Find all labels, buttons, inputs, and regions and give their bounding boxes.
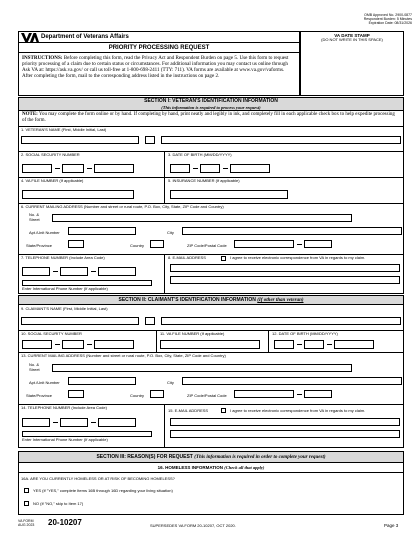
homeless-subtitle: (Check all that apply) (224, 465, 265, 470)
field-9-label: 9. CLAIMANT'S NAME (First, Middle Initial, Last) (21, 306, 108, 311)
agency-name: Department of Veterans Affairs (41, 34, 129, 40)
ssn-part-1[interactable] (22, 164, 52, 173)
respondent-burden: Respondent Burden: 5 Minutes (363, 17, 412, 21)
section-3-title: SECTION III: REASON(S) FOR REQUEST (96, 454, 193, 460)
claimant-state-field[interactable] (68, 390, 84, 398)
claimant-zip-field[interactable] (234, 390, 294, 398)
footer-form-number: 20-10207 (48, 518, 82, 527)
homeless-title: 16. HOMELESS INFORMATION (157, 465, 224, 470)
street-label-2: Street (29, 367, 40, 372)
va-file-number-field[interactable] (22, 190, 134, 199)
claimant-email-consent-label: I agree to receive electronic correspondence from VA in regards to my claim. (230, 408, 366, 413)
footer-supersedes: SUPERSEDES VA FORM 20-10207, OCT 2020. (150, 523, 236, 528)
field-13-label: 13. CURRENT MAILING ADDRESS (Number and street or rural route, P.O. Box, City, State, ZIP Code and Country) (21, 353, 226, 358)
homeless-no-label: NO (If "NO," skip to Item 17) (33, 501, 84, 506)
claimant-intl-phone-label: Enter International Phone Number (If applicable) (22, 437, 108, 442)
claimant-middle-initial[interactable] (145, 317, 155, 325)
homeless-yes-label: YES (If "YES," complete Items 16B through 16D regarding your living situation) (33, 488, 173, 493)
omb-number: OMB Approved No. 2900-0877 (364, 13, 412, 17)
country-field[interactable] (150, 240, 164, 248)
country-label-2: Country (130, 393, 145, 398)
dash (53, 422, 58, 423)
field-14-label: 14. TELEPHONE NUMBER (Include Area Code) (21, 405, 107, 410)
section-2-title-suffix: (If other than veteran) (257, 298, 304, 303)
instructions-text (19, 53, 299, 81)
date-stamp-title: VA DATE STAMP (334, 33, 370, 38)
first-name-field[interactable] (21, 136, 139, 144)
no-street-label: No. & (29, 212, 40, 217)
note-box (18, 111, 404, 127)
omb-block (342, 13, 412, 25)
country-label: Country (130, 243, 145, 248)
q16a-label: 16A. ARE YOU CURRENTLY HOMELESS OR AT RISK OF BECOMING HOMELESS? (21, 476, 175, 481)
dash (87, 344, 92, 345)
section-1-header (18, 97, 404, 111)
claimant-country-field[interactable] (150, 390, 164, 398)
email-field-2[interactable] (170, 276, 400, 284)
dash (55, 168, 60, 169)
va-logo-icon (21, 33, 39, 42)
phone-area-code[interactable] (22, 267, 50, 276)
street-field[interactable] (52, 214, 352, 222)
claimant-email-field[interactable] (170, 418, 400, 426)
ssn-part-2[interactable] (62, 164, 84, 173)
zip-label: ZIP Code/Postal Code (187, 243, 227, 248)
field-1-label: 1. VETERAN'S NAME (First, Middle Initial, Last) (21, 127, 107, 132)
section-3-subtitle: (This information is required in order to complete your request) (194, 455, 326, 460)
homeless-yes-checkbox[interactable] (24, 488, 29, 493)
dash (297, 394, 302, 395)
section-3-title-row (19, 452, 403, 461)
field-4-label: 4. VA FILE NUMBER (If applicable) (21, 178, 84, 183)
middle-initial-field[interactable] (145, 136, 155, 144)
date-stamp-box (300, 31, 404, 96)
apt-label-2: Apt./Unit Number (29, 380, 60, 385)
intl-phone-label: Enter International Phone Number (If applicable) (22, 286, 108, 291)
form-title: PRIORITY PROCESSING REQUEST (108, 45, 210, 51)
field-12-label: 12. DATE OF BIRTH (MM/DD/YYYY) (272, 331, 338, 336)
claimant-first-name[interactable] (21, 317, 139, 325)
date-stamp-subtitle: (DO NOT WRITE IN THIS SPACE) (321, 37, 383, 43)
divider (268, 330, 269, 352)
claimant-zip-ext[interactable] (304, 390, 332, 398)
dash (55, 344, 60, 345)
claimant-street-field[interactable] (52, 364, 352, 372)
dash (297, 244, 302, 245)
claimant-ssn-3[interactable] (94, 340, 134, 349)
claimant-dob-month[interactable] (274, 340, 294, 349)
claimant-phone-area[interactable] (22, 418, 50, 427)
claimant-ssn-2[interactable] (62, 340, 84, 349)
city-label: City (167, 230, 174, 235)
city-label-2: City (167, 380, 174, 385)
apt-label: Apt./Unit Number (29, 230, 60, 235)
section-3-header (18, 451, 404, 463)
apt-field[interactable] (68, 227, 136, 235)
dash (223, 168, 228, 169)
dash (91, 422, 96, 423)
last-name-field[interactable] (161, 136, 401, 144)
note-text (19, 111, 403, 125)
section-1-title: SECTION I: VETERAN'S IDENTIFICATION INFORMATION (144, 98, 278, 104)
instructions-box (18, 53, 300, 96)
no-street-label-2: No. & (29, 362, 40, 367)
divider (156, 330, 157, 352)
email-consent-label: I agree to receive electronic correspondence from VA in regards to my claim. (230, 255, 366, 260)
street-label: Street (29, 217, 40, 222)
claimant-email-field-2[interactable] (170, 430, 400, 438)
email-field[interactable] (170, 264, 400, 272)
zip-label-2: ZIP Code/Postal Code (187, 393, 227, 398)
field-7-label: 7. TELEPHONE NUMBER (Include Area Code) (21, 255, 105, 260)
divider (164, 254, 165, 294)
zip-field[interactable] (234, 240, 294, 248)
expiration-date: Expiration Date: 08/31/2026 (368, 21, 412, 25)
section-1-subtitle: (This information is required to process your request) (161, 104, 261, 110)
claimant-last-name[interactable] (161, 317, 401, 325)
section-2-title: SECTION II: CLAIMANT'S IDENTIFICATION INFORMATION (118, 297, 256, 303)
claimant-phone-prefix[interactable] (60, 418, 88, 427)
dob-year[interactable] (230, 164, 270, 173)
ssn-part-3[interactable] (94, 164, 134, 173)
divider (164, 404, 165, 448)
zip-ext-field[interactable] (304, 240, 332, 248)
dob-day[interactable] (200, 164, 220, 173)
dash (297, 344, 302, 345)
state-label: State/Province (26, 243, 53, 248)
note-lead: NOTE: (22, 112, 38, 117)
claimant-dob-day[interactable] (304, 340, 324, 349)
homeless-header (18, 463, 404, 473)
footer-va-form (18, 519, 34, 527)
field-6-label: 6. CURRENT MAILING ADDRESS (Number and street or rural route, P.O. Box, City, State, ZIP Code and Country) (21, 204, 224, 209)
footer-page: Page 3 (384, 523, 399, 528)
state-field[interactable] (68, 240, 84, 248)
dash (193, 168, 198, 169)
section-2-header (18, 295, 404, 305)
homeless-no-checkbox[interactable] (24, 501, 29, 506)
field-5-label: 5. INSURANCE NUMBER (If applicable) (168, 178, 240, 183)
claimant-dob-year[interactable] (334, 340, 374, 349)
section-2-title-row (19, 296, 403, 304)
dob-month[interactable] (170, 164, 190, 173)
instructions-lead: INSTRUCTIONS: (22, 55, 63, 61)
dash (91, 271, 96, 272)
claimant-va-file-number[interactable] (160, 340, 260, 349)
email-consent-checkbox[interactable] (221, 256, 226, 261)
divider (164, 151, 165, 177)
phone-line[interactable] (98, 267, 136, 276)
note-body: You may complete the form online or by hand. If completing by hand, print neatly and legibly in ink, and completely fill in each applicable check box to help expedite processing of the form. (22, 112, 395, 123)
field-3-label: 3. DATE OF BIRTH (MM/DD/YYYY) (168, 152, 232, 157)
field-2-label: 2. SOCIAL SECURITY NUMBER (21, 152, 80, 157)
phone-prefix[interactable] (60, 267, 88, 276)
field-15-label: 15. E-MAIL ADDRESS (168, 408, 209, 413)
field-8-label: 8. E-MAIL ADDRESS (168, 255, 206, 260)
homeless-title-row (19, 463, 403, 470)
field-10-label: 10. SOCIAL SECURITY NUMBER (21, 331, 82, 336)
instructions-body: Before completing this form, read the Privacy Act and Respondent Burden on page 5. Use this form to request priority processing of a claim due to certain status or circumstances. For additional information you may contact us online through Ask VA at: https://ask.va.gov/ or call us toll-free at 1-800-698-2411 (TTY: 711). VA forms are available at www.va.gov/vaforms. After completing the form, mail to the corresponding address listed in the instructions on page 2. (22, 55, 289, 79)
city-field[interactable] (182, 227, 402, 235)
footer-date: AUG 2023 (18, 523, 35, 527)
footer-va-form-label: VA FORM (18, 519, 34, 523)
state-label-2: State/Province (26, 393, 53, 398)
claimant-apt-field[interactable] (68, 377, 136, 385)
dash (327, 344, 332, 345)
field-11-label: 11. VA FILE NUMBER (If applicable) (160, 331, 225, 336)
dash (53, 271, 58, 272)
form-title-row (18, 42, 300, 53)
claimant-phone-line[interactable] (98, 418, 136, 427)
veteran-name-boxes[interactable] (21, 136, 401, 144)
va-header (18, 31, 300, 42)
divider (164, 177, 165, 203)
insurance-number-field[interactable] (170, 190, 288, 199)
dash (87, 168, 92, 169)
claimant-ssn-1[interactable] (22, 340, 52, 349)
claimant-email-consent-checkbox[interactable] (221, 408, 226, 413)
claimant-city-field[interactable] (182, 377, 402, 385)
